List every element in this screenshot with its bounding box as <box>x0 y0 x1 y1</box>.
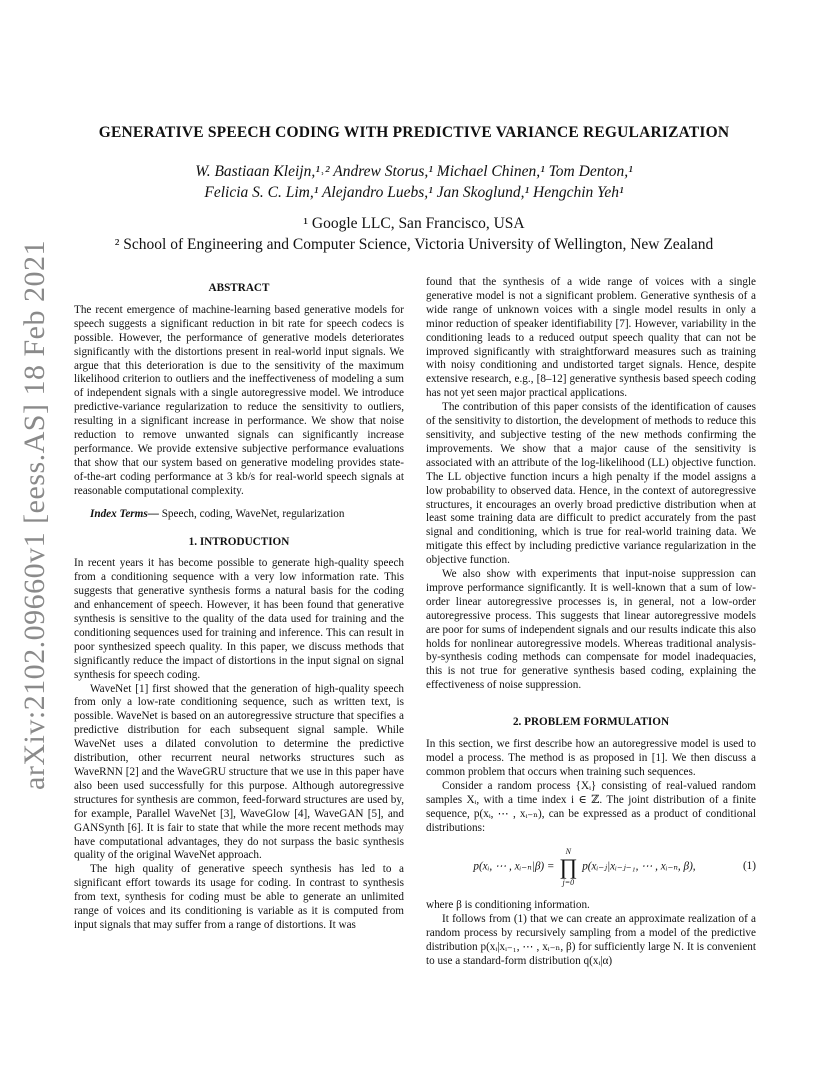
right-column <box>426 276 756 969</box>
right-paragraph-3: We also show with experiments that input-noise suppression can improve performance significantly. It is well-known that a sum of low-order linear autoregressive processes is, in general, not a low-order autoregressive process. This suggests that linear autoregressive models are poor for sums of independent signals and our results indicate this also holds for nonlinear autoregressive models. Whereas traditional analysis-by-synthesis coding methods can compensate for model inadequacies, this is not true for generative synthesis based coding, explaining the effectiveness of noise suppression. <box>426 568 756 692</box>
right-paragraph-1: found that the synthesis of a wide range of voices with a single generative model is not a significant problem. Generative synthesis of a wide range of unknown voices with a single model results in only a minor reduction of speaker identifiability [7]. However, variability in the conditioning leads to a reduced output speech quality that can not be improved significantly with straightforward measures such as training with noisy conditioning and undistorted target signals. Hence, despite extensive research, e.g., [8–12] generative synthesis based speech coding has not yet seen major practical applications. <box>426 276 756 400</box>
author-line-1: W. Bastiaan Kleijn,¹˒² Andrew Storus,¹ Michael Chinen,¹ Tom Denton,¹ <box>195 163 633 180</box>
intro-paragraph-2: WaveNet [1] first showed that the generation of high-quality speech from only a low-rate conditioning sequence, such as written text, is possible. WaveNet is based on an autoregressive structure that specifies a predictive distribution for each subsequent signal sample. While WaveNet uses a dilated convolution to determine the predictive distribution, other recurrent neural networks structures such as WaveRNN [2] and the WaveGRU structure that we use in this paper have also been used successfully for this purpose. Although autoregressive structures for synthesis are common, feed-forward structures are used by, for example, Parallel WaveNet [3], WaveGlow [4], WaveGAN [5], and GANSynth [6]. It is fair to state that while the more recent methods may have computational advantages, they do not surpass the basic synthesis quality of the original WaveNet approach. <box>74 682 404 862</box>
abstract-heading: ABSTRACT <box>208 282 270 294</box>
index-terms <box>74 508 404 522</box>
affiliation-2: ² School of Engineering and Computer Science, Victoria University of Wellington, New Zealand <box>114 236 714 253</box>
product-symbol: ∏ <box>559 854 578 880</box>
index-terms-text: Speech, coding, WaveNet, regularization <box>158 507 345 520</box>
product-upper-limit: N <box>565 847 571 857</box>
right-paragraph-2: The contribution of this paper consists of the identification of causes of the sensitivity to distortion, the development of methods to reduce this sensitivity, and subjective testing of the new methods confirming the improvements. We show that a major cause of the sensitivity is associated with an attribute of the log-likelihood (LL) objective function. The LL objective function incurs a high penalty if the model assigns a low probability to observed data. Hence, in the context of autoregressive structures, it encourages an overly broad predictive distribution when at least some training data are difficult to predict accurately from the past signal and conditioning, which is true for real-world training data. We mitigate this effect by including predictive variance regularization in the objective function. <box>426 401 756 567</box>
intro-heading: 1. INTRODUCTION <box>188 535 290 548</box>
arxiv-stamp <box>10 240 60 790</box>
equation-lhs: p(xᵢ, ⋯ , xᵢ₋ₙ|β) = <box>473 861 555 874</box>
affiliations <box>40 213 788 255</box>
author-line-2: Felicia S. C. Lim,¹ Alejandro Luebs,¹ Jan Skoglund,¹ Hengchin Yeh¹ <box>204 184 624 201</box>
problem-paragraph-3: where β is conditioning information. <box>426 899 590 912</box>
problem-paragraph-1: In this section, we first describe how an autoregressive model is used to model a process. The method is as proposed in [1]. We then discuss a common problem that occurs when training such sequences. <box>426 738 756 778</box>
left-column <box>74 282 404 933</box>
abstract-text: The recent emergence of machine-learning based generative models for speech suggests a significant reduction in bit rate for speech codecs is possible. However, the performance of generative models deteriorates significantly with the distortions present in real-world input signals. We argue that this deterioration is due to the sensitivity of the maximum likelihood criterion to outliers and the ineffectiveness of modeling a sum of independent signals with a single autoregressive model. We introduce predictive-variance regularization to reduce the sensitivity to outliers, resulting in a significant increase in performance. We show that noise reduction to remove unwanted signals can significantly increase performance. We provide extensive subjective performance evaluations that show that our system based on generative modeling provides state-of-the-art coding performance at 3 kb/s for real-world speech signals at reasonable computational complexity. <box>74 303 404 497</box>
equation-number: (1) <box>742 860 756 873</box>
paper-title: GENERATIVE SPEECH CODING WITH PREDICTIVE VARIANCE REGULARIZATION <box>98 124 730 141</box>
author-list <box>40 161 788 203</box>
affiliation-1: ¹ Google LLC, San Francisco, USA <box>303 215 525 232</box>
equation-1 <box>426 847 756 887</box>
problem-paragraph-4: It follows from (1) that we can create an approximate realization of a random process by recursively sampling from a model of the predictive distribution p(xᵢ|xᵢ₋₁, ⋯ , xᵢ₋ₙ, β) for sufficiently large N. It is convenient to use a standard-form distribution q(xᵢ|α) <box>426 913 756 968</box>
arxiv-identifier: arXiv:2102.09660v1 [eess.AS] 18 Feb 2021 <box>18 240 52 790</box>
product-operator <box>559 847 577 887</box>
problem-heading: 2. PROBLEM FORMULATION <box>512 716 670 729</box>
intro-paragraph-3: The high quality of generative speech synthesis has led to a significant effort towards its usage for coding. In contrast to synthesis from text, synthesis for coding must be able to generate an unlimited range of voices and its conditioning is variable as it is computed from input signals that may suffer from a range of distortions. It was <box>74 863 404 931</box>
problem-paragraph-2: Consider a random process {Xᵢ} consisting of real-valued random samples Xᵢ, with a time index i ∈ ℤ. The joint distribution of a finite sequence, p(xᵢ, ⋯ , xᵢ₋ₙ), can be expressed as a product of conditional distributions: <box>426 779 756 834</box>
equation-rhs: p(xᵢ₋ⱼ|xᵢ₋ⱼ₋₁, ⋯ , xᵢ₋ₙ, β), <box>582 861 696 874</box>
index-terms-label: Index Terms— <box>90 507 159 520</box>
product-lower-limit: j=0 <box>562 878 575 888</box>
intro-paragraph-1: In recent years it has become possible to generate high-quality speech from a conditioning sequence with a very low information rate. This suggests that generative synthesis forms a natural basis for the coding and enhancement of speech. However, it has been found that generative synthesis is sensitive to the quality of the data used for training and the conditioning sequences used for training and inference. This can result in poor synthesized speech quality. In this paper, we discuss methods that significantly reduce the impact of distortions in the input signal on signal synthesis for speech coding. <box>74 557 404 681</box>
equation-body <box>426 847 743 887</box>
